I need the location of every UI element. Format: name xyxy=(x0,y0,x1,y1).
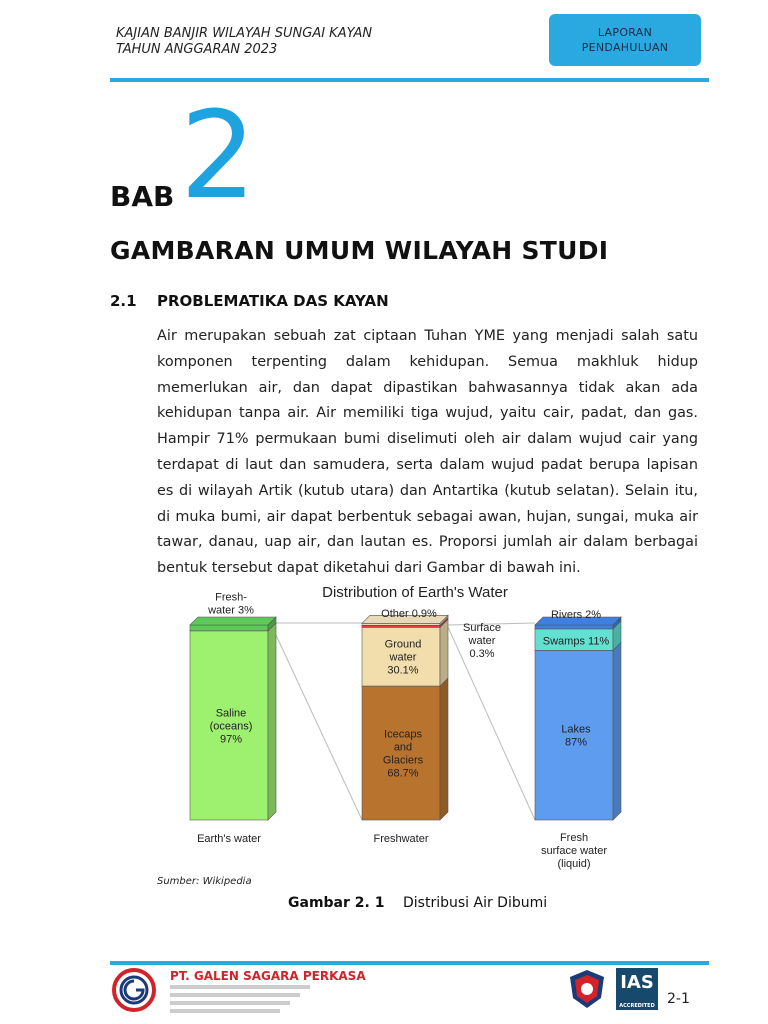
ias-accreditation-logo xyxy=(616,968,658,1010)
figure-caption-text: Distribusi Air Dibumi xyxy=(403,895,548,911)
chapter-word: BAB xyxy=(110,180,175,213)
segment-label: Lakes 87% xyxy=(561,723,591,749)
segment-label: Other 0.9% xyxy=(381,608,437,620)
segment-label: Swamps 11% xyxy=(542,635,610,648)
company-logo-icon xyxy=(112,968,156,1012)
page-number: 2-1 xyxy=(667,991,690,1007)
bar-label: Freshwater xyxy=(373,833,429,845)
figure-source: Sumber: Wikipedia xyxy=(157,876,252,887)
chart-segment xyxy=(535,625,613,629)
section-number: 2.1 xyxy=(110,292,137,310)
figure-caption-label: Gambar 2. 1 xyxy=(288,895,385,911)
bar-label: Earth's water xyxy=(197,833,261,845)
company-email-line xyxy=(170,1009,280,1013)
badge-line2: PENDAHULUAN xyxy=(581,41,669,54)
ias-text: IAS xyxy=(620,972,654,993)
certification-shield-icon xyxy=(567,968,607,1010)
segment-label: Ground water 30.1% xyxy=(384,638,422,677)
chart-segment-side xyxy=(440,678,448,820)
water-distribution-chart xyxy=(150,575,640,875)
ias-subtext: ACCREDITED xyxy=(619,1003,655,1009)
chart-segment-side xyxy=(268,623,276,820)
company-name: PT. GALEN SAGARA PERKASA xyxy=(170,969,366,983)
segment-label: Saline (oceans) 97% xyxy=(209,707,253,746)
connector-line xyxy=(276,635,362,820)
bar-label: Fresh surface water (liquid) xyxy=(540,832,608,870)
section-title: PROBLEMATIKA DAS KAYAN xyxy=(157,292,389,310)
chart-segment-top xyxy=(190,617,276,625)
report-title xyxy=(116,26,372,58)
report-type-badge xyxy=(549,14,701,66)
body-paragraph: Air merupakan sebuah zat ciptaan Tuhan YME yang menjadi salah satu komponen terpenting dalam kehidupan. Semua makhluk hidup memerlukan air, dan dapat dipastikan bahwasannya tidak akan ada kehidupan tanpa air. Air memiliki tiga wujud, yaitu cair, padat, dan gas. Hampir 71% permukaan bumi diselimuti oleh air dalam wujud cair yang terdapat di laut dan samudera, serta dalam wujud padat berupa lapisan es di wilayah Artik (kutub utara) dan Antartika (kutub selatan). Selain itu, di muka bumi, air dapat berbentuk sebagai awan, hujan, sungai, muka air tawar, danau, uap air, dan lautan es. Proporsi jumlah air dalam berbagai bentuk tersebut dapat diketahui dari Gambar di bawah ini. xyxy=(157,328,698,577)
company-fax-line xyxy=(170,1001,290,1005)
chart-segment-side xyxy=(440,619,448,686)
chart-segment xyxy=(362,623,440,625)
segment-label: Icecaps and Glaciers 68.7% xyxy=(382,728,424,780)
segment-label: Fresh-water 3% xyxy=(208,591,254,617)
report-title-line1: KAJIAN BANJIR WILAYAH SUNGAI KAYAN xyxy=(116,26,373,41)
company-address-line xyxy=(170,985,310,989)
chart-segment xyxy=(190,625,268,631)
chart-segment-side xyxy=(613,642,621,820)
segment-label: Surface water 0.3% xyxy=(463,622,501,660)
badge-line1: LAPORAN xyxy=(597,26,653,39)
report-title-line2: TAHUN ANGGARAN 2023 xyxy=(116,42,278,57)
chart-segment xyxy=(362,625,440,627)
footer-divider xyxy=(110,961,709,965)
chapter-number: 2 xyxy=(180,87,257,226)
company-phone-line xyxy=(170,993,300,997)
header-divider xyxy=(110,78,709,82)
chart-title: Distribution of Earth's Water xyxy=(322,584,508,601)
segment-label: Rivers 2% xyxy=(550,609,602,621)
chapter-title: GAMBARAN UMUM WILAYAH STUDI xyxy=(110,236,609,265)
